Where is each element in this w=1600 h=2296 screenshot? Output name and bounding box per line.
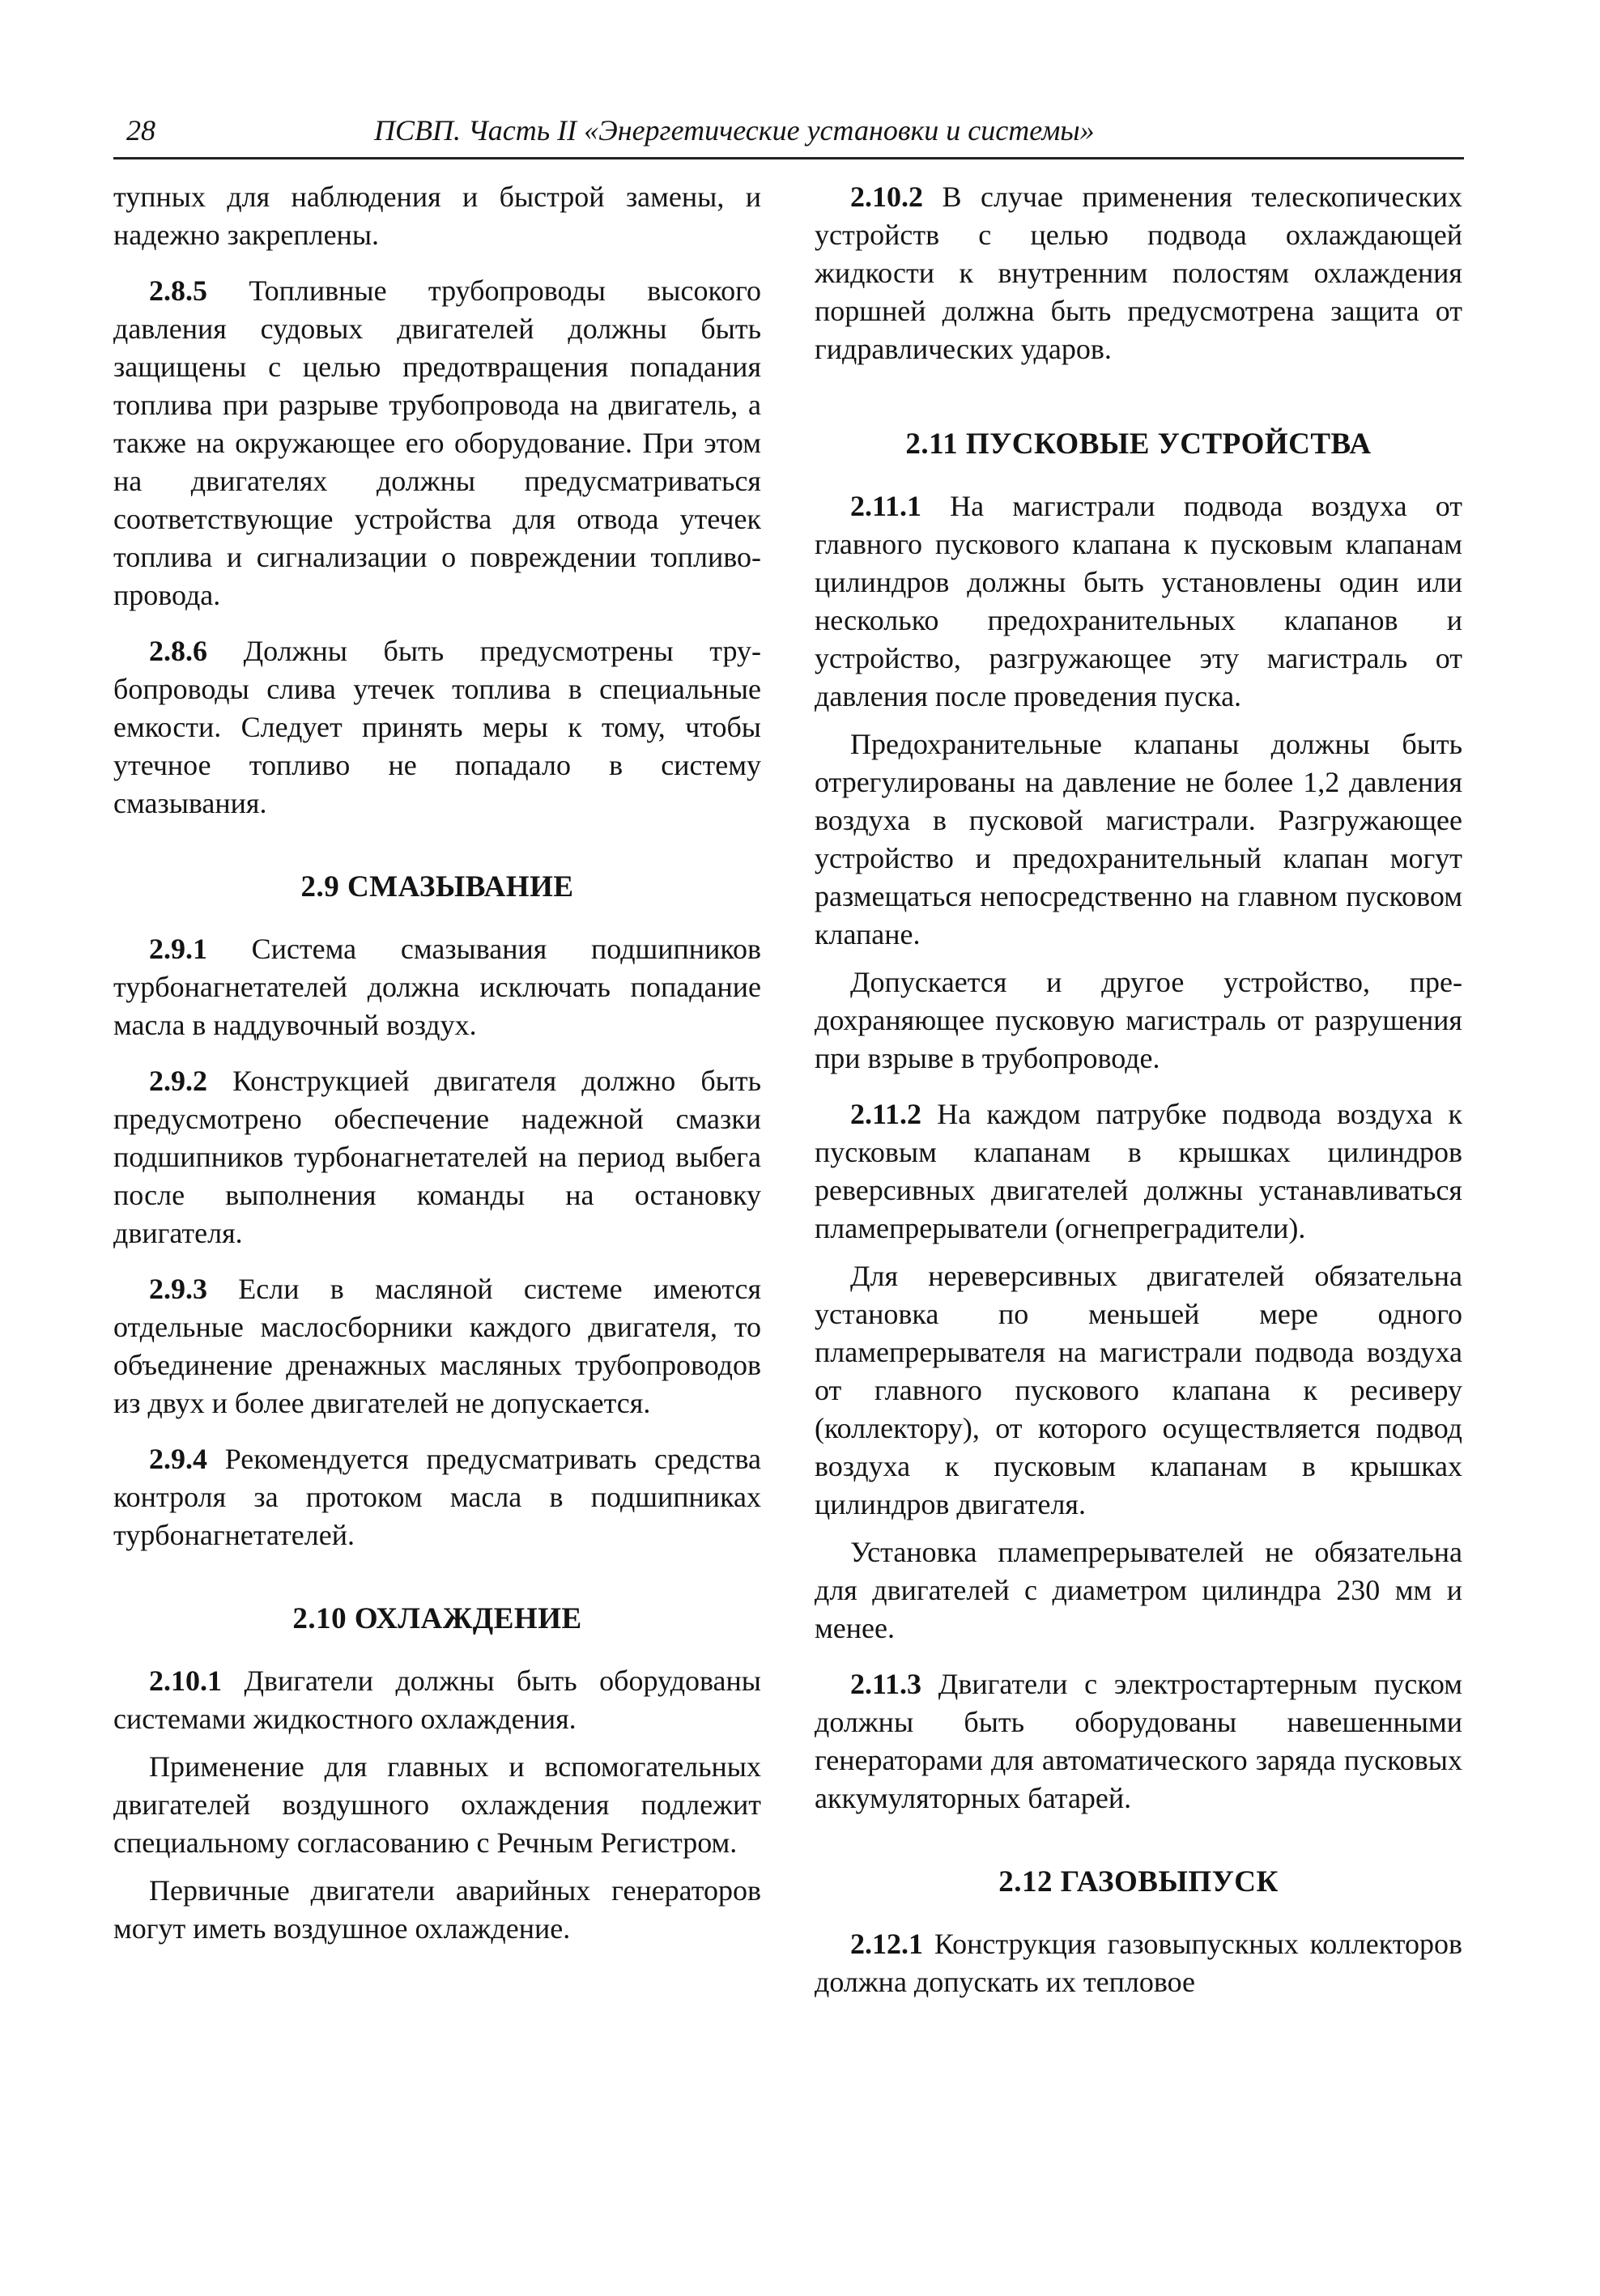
paragraph: Допускается и другое устройство, предохраняющее пусковую магистраль от разрушения при взрыве в трубопроводе. (815, 966, 1462, 1074)
clause-2-11-1: 2.11.1 На магистрали подвода воздуха от главного пускового клапана к пусковым клапанам цилиндров должны быть установлены один или несколько предохранительных клапанов и устройство, разгружающее эту магистраль от давления после проведения пуска. (815, 490, 1462, 712)
page-header (113, 110, 1464, 159)
clause-2-8-5: 2.8.5 Топливные трубопроводы высокого давления судовых двигателей должны быть защищены с целью предотвращения попадания топлива при разрыве трубопровода на двигатель, а также на окружающее его оборудование. При этом на двигателях должны предусматриваться соответствующие устройства для отвода утечек топлива и сигнализации о повреждении топливопровода. (113, 274, 761, 611)
clause-2-9-3: 2.9.3 Если в масляной системе имеются отдельные маслосборники каждого двигателя, то объединение дренажных масляных трубопроводов из двух и более двигателей не допускается. (113, 1273, 761, 1419)
clause-2-11-3: 2.11.3 Двигатели с электростартерным пуском должны быть оборудованы навешенными генераторами для автоматического заряда пусковых аккумуляторных батарей. (815, 1668, 1462, 1814)
page-number: 28 (126, 114, 155, 147)
section-heading-2-11: 2.11 ПУСКОВЫЕ УСТРОЙСТВА (905, 427, 1372, 461)
left-column (113, 178, 761, 1948)
clause-2-8-6: 2.8.6 Должны быть предусмотрены трубопроводы слива утечек топлива в специальные емкости. Следует принять меры к тому, чтобы утечное топливо не попадало в систему смазывания. (113, 635, 761, 819)
paragraph: Для нереверсивных двигателей обязательна установка по меньшей мере одного пламепрерывателя на магистрали подвода воздуха от главного пускового клапана к ресиверу (коллектору), от которого осуществляется подвод воздуха к пусковым клапанам в крышках цилиндров двигателя. (815, 1260, 1462, 1520)
right-column (815, 178, 1462, 2001)
clause-2-11-2: 2.11.2 На каждом патрубке подвода воздуха к пусковым клапанам в крышках цилиндров реверсивных двигателей должны устанавливаться пламепрерыватели (огнепреградители). (815, 1098, 1462, 1244)
section-heading-2-9: 2.9 СМАЗЫВАНИЕ (300, 870, 574, 904)
paragraph: Первичные двигатели аварийных генераторов могут иметь воздушное охлаждение. (113, 1874, 761, 1945)
clause-2-9-2: 2.9.2 Конструкцией двигателя должно быть предусмотрено обеспечение надежной смазки подшипников турбонагнетателей на период выбега после выполнения команды на остановку двигателя. (113, 1065, 761, 1249)
section-heading-2-10: 2.10 ОХЛАЖДЕНИЕ (292, 1602, 582, 1635)
running-title: ПСВП. Часть II «Энергетические установки и системы» (374, 114, 1095, 147)
clause-2-10-2: 2.10.2 В случае применения телескопических устройств с целью подвода охлаждающей жидкости к внутренним полостям охлаждения поршней должна быть предусмотрена защита от гидравлических ударов. (815, 181, 1462, 365)
clause-2-12-1: 2.12.1 Конструкция газовыпускных коллекторов должна допускать их тепловое (815, 1928, 1462, 1998)
section-heading-2-12: 2.12 ГАЗОВЫПУСК (998, 1865, 1279, 1898)
paragraph: Предохранительные клапаны должны быть отрегулированы на давление не более 1,2 давления воздуха в пусковой магистрали. Разгружающее устройство и предохранительный клапан могут размещаться непосредственно на главном пусковом клапане. (815, 728, 1462, 950)
clause-2-10-1: 2.10.1 Двигатели должны быть оборудованы системами жидкостного охлаждения. (113, 1665, 761, 1735)
clause-2-9-4: 2.9.4 Рекомендуется предусматривать средства контроля за протоком масла в подшипниках турбонагнетателей. (113, 1443, 761, 1551)
paragraph: Установка пламепрерывателей не обязательна для двигателей с диаметром цилиндра 230 мм и менее. (815, 1536, 1462, 1644)
paragraph: тупных для наблюдения и быстрой замены, и надежно закреплены. (113, 181, 761, 251)
paragraph: Применение для главных и вспомогательных двигателей воздушного охлаждения подлежит специальному согласованию с Речным Регистром. (113, 1750, 761, 1859)
clause-2-9-1: 2.9.1 Система смазывания подшипников турбонагнетателей должна исключать попадание масла в наддувочный воздух. (113, 933, 761, 1041)
